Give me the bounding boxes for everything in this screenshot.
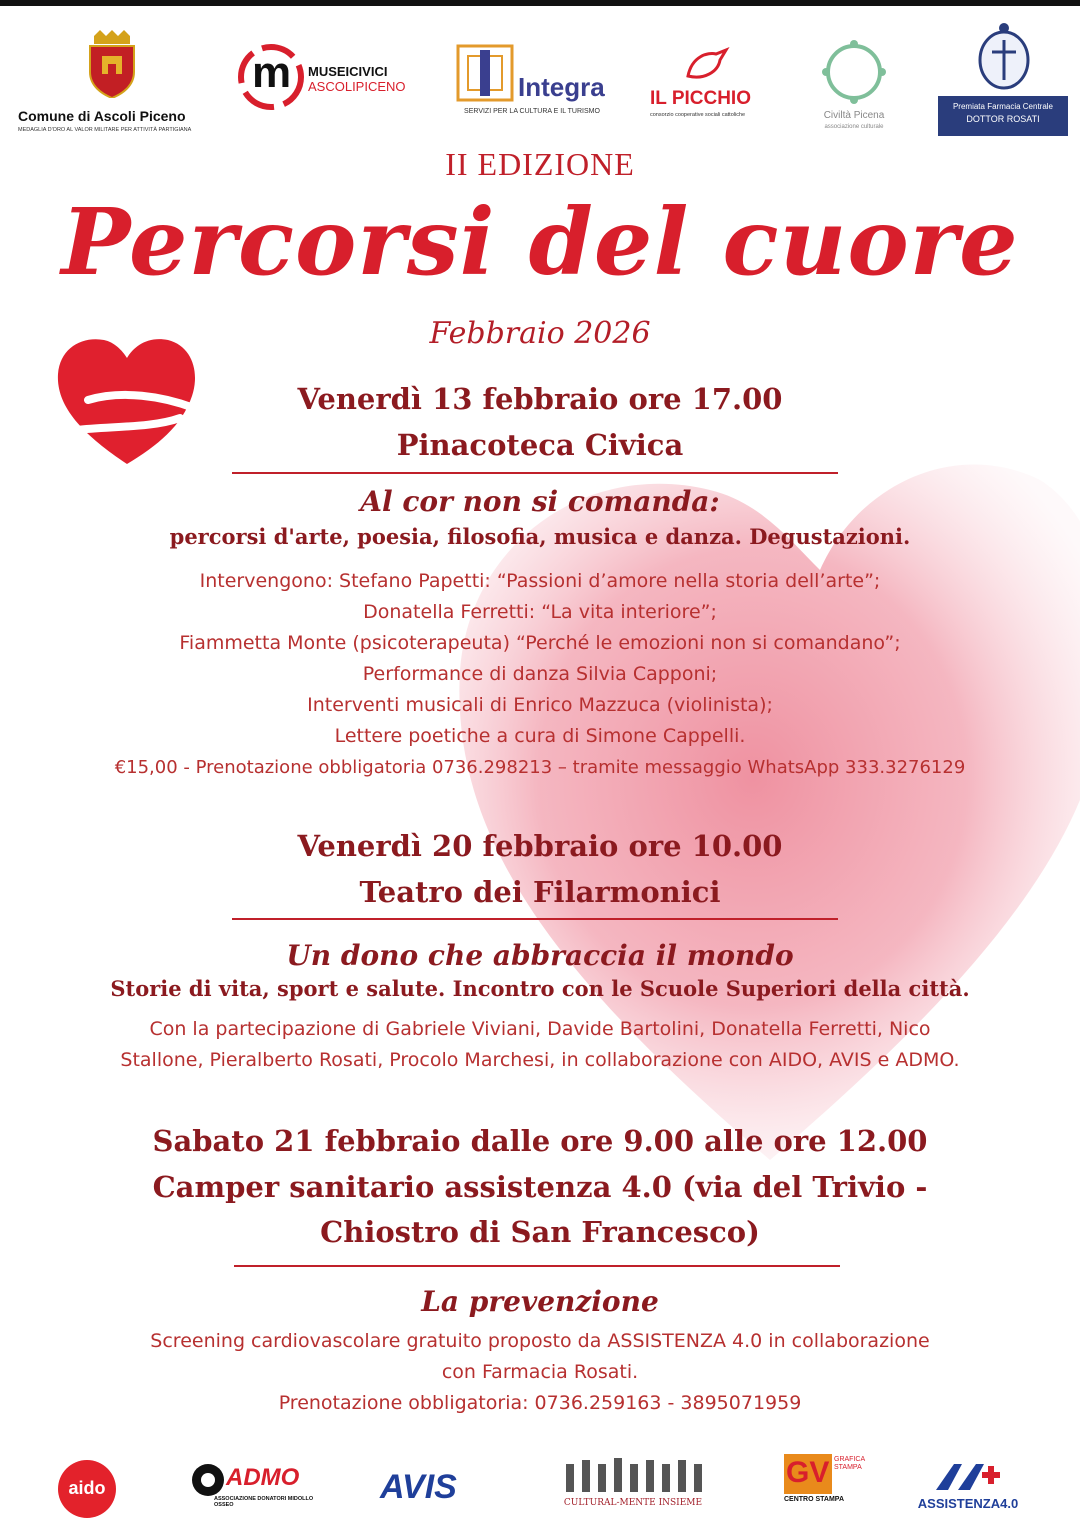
integra-tagline: SERVIZI PER LA CULTURA E IL TURISMO (464, 108, 600, 115)
musei-line1: MUSEICIVICI (308, 64, 388, 79)
event1-heading: Al cor non si comanda: (360, 485, 720, 518)
picchio-name: IL PICCHIO (650, 88, 751, 109)
event3-where-line1: Camper sanitario assistenza 4.0 (via del Trivio - (152, 1170, 928, 1204)
comune-name: Comune di Ascoli Piceno (18, 108, 186, 124)
admo-logo (190, 1460, 314, 1510)
top-black-bar (0, 0, 1080, 6)
event1-detail-line: Intervengono: Stefano Papetti: “Passioni d’amore nella storia dell’arte”; (199, 570, 881, 592)
event3-detail-line: Prenotazione obbligatoria: 0736.259163 - 3895071959 (278, 1392, 802, 1414)
integra-mark-icon (456, 44, 514, 102)
comune-logo (14, 28, 210, 138)
event1-detail-line: Performance di danza Silvia Capponi; (362, 663, 718, 685)
event3-when: Sabato 21 febbraio dalle ore 9.00 alle ore 12.00 (152, 1124, 928, 1158)
event2-detail-line: Stallone, Pieralberto Rosati, Procolo Marchesi, in collaborazione con AIDO, AVIS e ADMO. (120, 1049, 960, 1071)
farmacia-crest-icon (974, 22, 1034, 92)
event1-divider (232, 472, 838, 474)
footer-logos (0, 1448, 1080, 1528)
farmacia-line2: DOTTOR ROSATI (966, 114, 1040, 124)
civilta-picena-logo (808, 38, 900, 134)
farmacia-line1: Premiata Farmacia Centrale (952, 102, 1054, 111)
gv-side: GRAFICA STAMPA (834, 1456, 865, 1471)
gv-tagline: CENTRO STAMPA (784, 1496, 845, 1503)
event2-subheading: Storie di vita, sport e salute. Incontro con le Scuole Superiori della città. (110, 976, 970, 1001)
event2-detail-line: Con la partecipazione di Gabriele Viviani, Davide Bartolini, Donatella Ferretti, Nico (149, 1018, 931, 1040)
admo-sun-icon (190, 1462, 226, 1498)
page-title: Percorsi del cuore (61, 188, 1019, 296)
coat-of-arms-icon (84, 30, 140, 98)
event2-where: Teatro dei Filarmonici (359, 875, 721, 909)
musei-mark: m (252, 48, 292, 97)
event1-detail-line: Interventi musicali di Enrico Mazzuca (violinista); (307, 694, 773, 716)
admo-tagline: ASSOCIAZIONE DONATORI MIDOLLO OSSEO (214, 1496, 314, 1508)
month-label: Febbraio 2026 (429, 316, 651, 351)
event2-divider (232, 918, 838, 920)
event1-detail-line: Donatella Ferretti: “La vita interiore”; (363, 601, 717, 623)
event3-details (0, 1326, 1080, 1419)
event1-details (0, 566, 1080, 783)
event3-heading: La prevenzione (421, 1285, 659, 1318)
assistenza-mark-icon (932, 1460, 1004, 1494)
cultural-mente-logo (556, 1456, 710, 1516)
event3-where-line2: Chiostro di San Francesco) (320, 1215, 760, 1249)
event2-heading: Un dono che abbraccia il mondo (286, 939, 794, 972)
event1-subheading: percorsi d'arte, poesia, filosofia, musica e danza. Degustazioni. (169, 524, 911, 549)
civilta-name: Civiltà Picena (823, 110, 885, 121)
event3-divider (234, 1265, 840, 1267)
cultural-mente-name: CULTURAL-MENTE INSIEME (563, 1498, 703, 1508)
musei-civici-logo (236, 42, 416, 112)
event3-detail-line: Screening cardiovascolare gratuito proposto da ASSISTENZA 4.0 in collaborazione (150, 1330, 930, 1352)
integra-logo (452, 44, 605, 124)
farmacia-rosati-logo (938, 22, 1068, 136)
event2-when: Venerdì 20 febbraio ore 10.00 (297, 829, 783, 863)
gv-mark: GV (786, 1456, 830, 1489)
avis-logo: AVIS (380, 1468, 457, 1506)
comune-motto: MEDAGLIA D'ORO AL VALOR MILITARE PER ATTIVITÀ PARTIGIANA (18, 127, 192, 133)
edition-label: II EDIZIONE (445, 146, 635, 182)
event1-detail-line: Lettere poetiche a cura di Simone Cappelli. (334, 725, 746, 747)
assistenza-name: ASSISTENZA4.0 (917, 1496, 1019, 1511)
event1-where: Pinacoteca Civica (396, 428, 684, 462)
picchio-tagline: consorzio cooperative sociali cattoliche (650, 112, 746, 118)
event1-when: Venerdì 13 febbraio ore 17.00 (297, 382, 783, 416)
assistenza-logo (908, 1460, 1028, 1520)
aido-logo (58, 1460, 116, 1518)
aido-name: aido (68, 1478, 106, 1498)
civilta-tagline: associazione culturale (824, 124, 884, 130)
event1-booking-line: €15,00 - Prenotazione obbligatoria 0736.298213 – tramite messaggio WhatsApp 333.3276129 (114, 757, 966, 778)
statues-icon (560, 1456, 706, 1494)
event3-detail-line: con Farmacia Rosati. (441, 1361, 639, 1383)
il-picchio-logo (646, 46, 766, 126)
bird-icon (682, 46, 730, 84)
gv-logo (784, 1454, 865, 1522)
integra-name: Integra (518, 72, 605, 102)
event1-detail-line: Fiammetta Monte (psicoterapeuta) “Perché le emozioni non si comandano”; (179, 632, 901, 654)
civilta-ring-icon (820, 38, 888, 106)
admo-name: ADMO (226, 1464, 300, 1491)
event2-details (0, 1014, 1080, 1076)
musei-line2: ASCOLIPICENO (308, 79, 406, 94)
